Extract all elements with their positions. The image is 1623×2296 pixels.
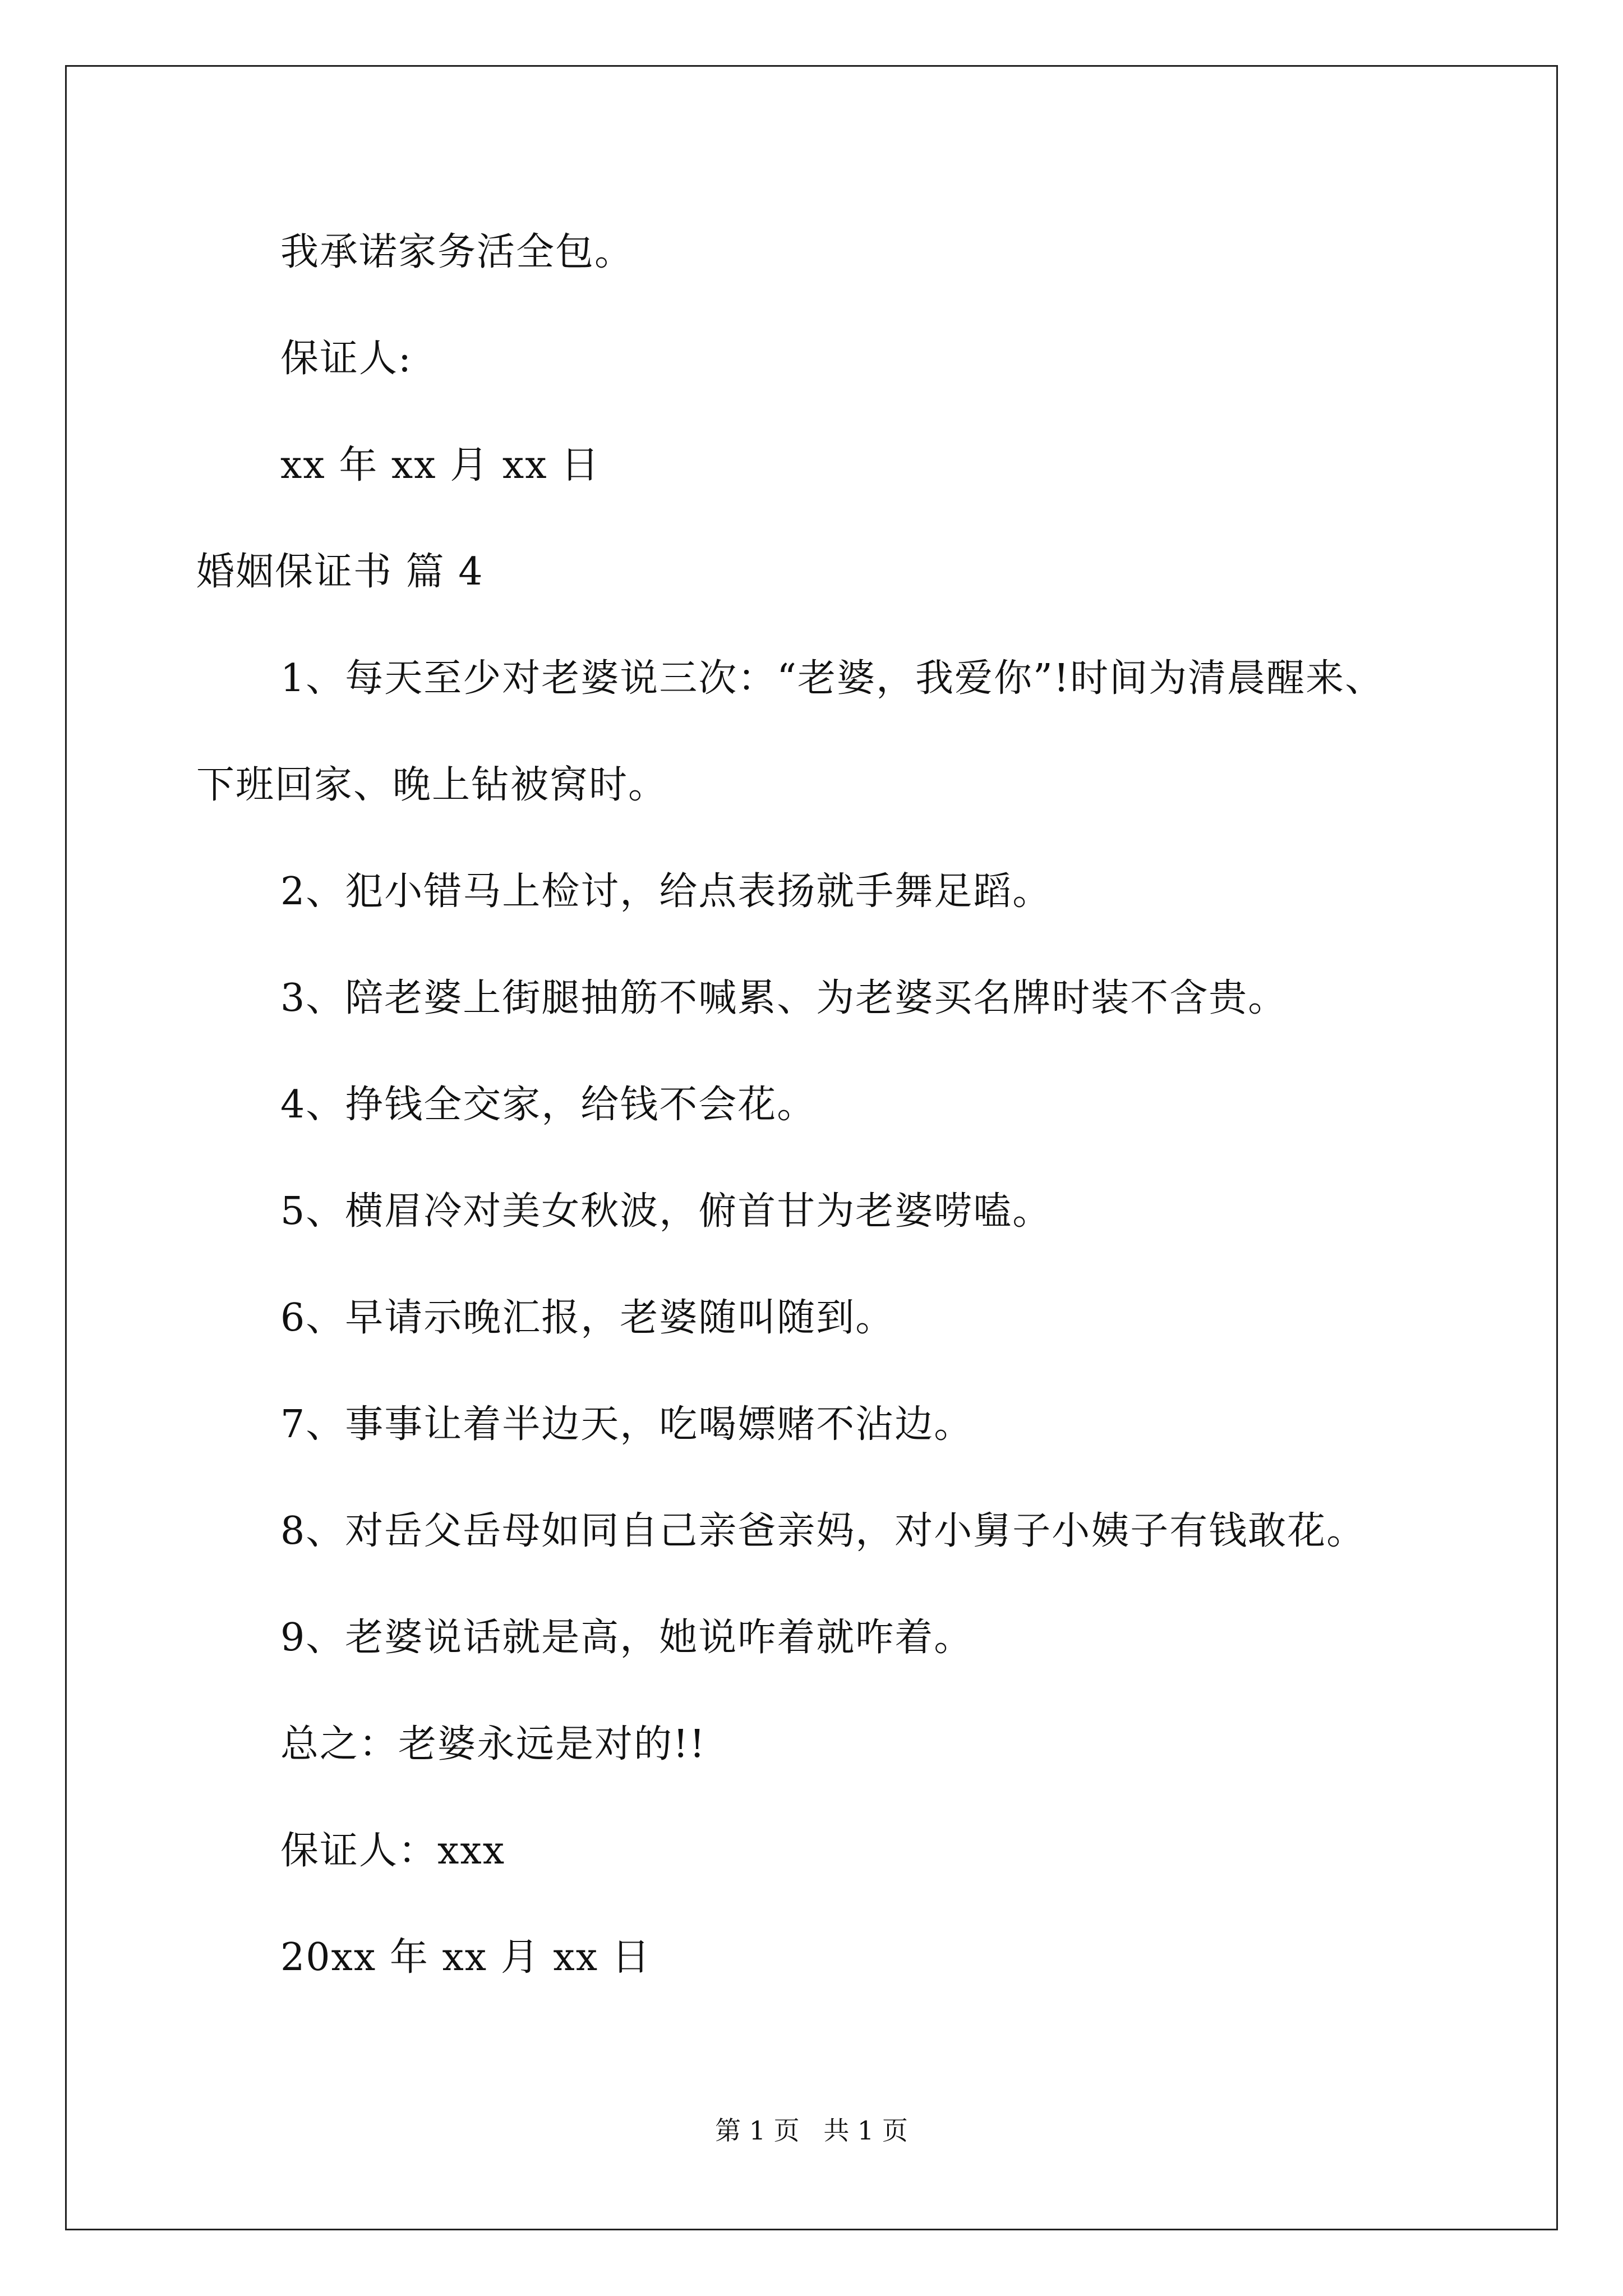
text-line-9: 4、挣钱全交家，给钱不会花。 (280, 1083, 817, 1127)
text-line-1: 我承诺家务活全包。 (280, 230, 634, 274)
page-footer (0, 2114, 1623, 2147)
page-number: 第 1 页 (715, 2115, 800, 2146)
text-line-11: 6、早请示晚汇报，老婆随叫随到。 (280, 1296, 895, 1340)
text-line-12: 7、事事让着半边天，吃喝嫖赌不沾边。 (280, 1402, 974, 1447)
text-line-17: 20xx 年 xx 月 xx 日 (280, 1935, 651, 1980)
section-heading: 婚姻保证书 篇 4 (196, 550, 484, 594)
text-line-8: 3、陪老婆上街腿抽筋不喊累、为老婆买名牌时装不含贵。 (280, 976, 1288, 1020)
text-line-2: 保证人: (280, 337, 412, 381)
text-line-10: 5、横眉冷对美女秋波，俯首甘为老婆唠嗑。 (280, 1189, 1052, 1234)
text-line-6: 下班回家、晚上钻被窝时。 (196, 763, 668, 807)
text-line-5: 1、每天至少对老婆说三次：“老婆，我爱你”!时间为清晨醒来、 (280, 656, 1385, 701)
text-line-14: 9、老婆说话就是高，她说咋着就咋着。 (280, 1616, 974, 1660)
text-line-15: 总之：老婆永远是对的!! (280, 1722, 706, 1766)
page-total: 共 1 页 (823, 2115, 908, 2146)
text-line-7: 2、犯小错马上检讨，给点表扬就手舞足蹈。 (280, 869, 1052, 914)
page-border (65, 65, 1558, 2230)
text-line-13: 8、对岳父岳母如同自己亲爸亲妈，对小舅子小姨子有钱敢花。 (280, 1509, 1366, 1553)
text-line-16: 保证人：xxx (280, 1829, 506, 1873)
text-line-3: xx 年 xx 月 xx 日 (280, 443, 601, 487)
